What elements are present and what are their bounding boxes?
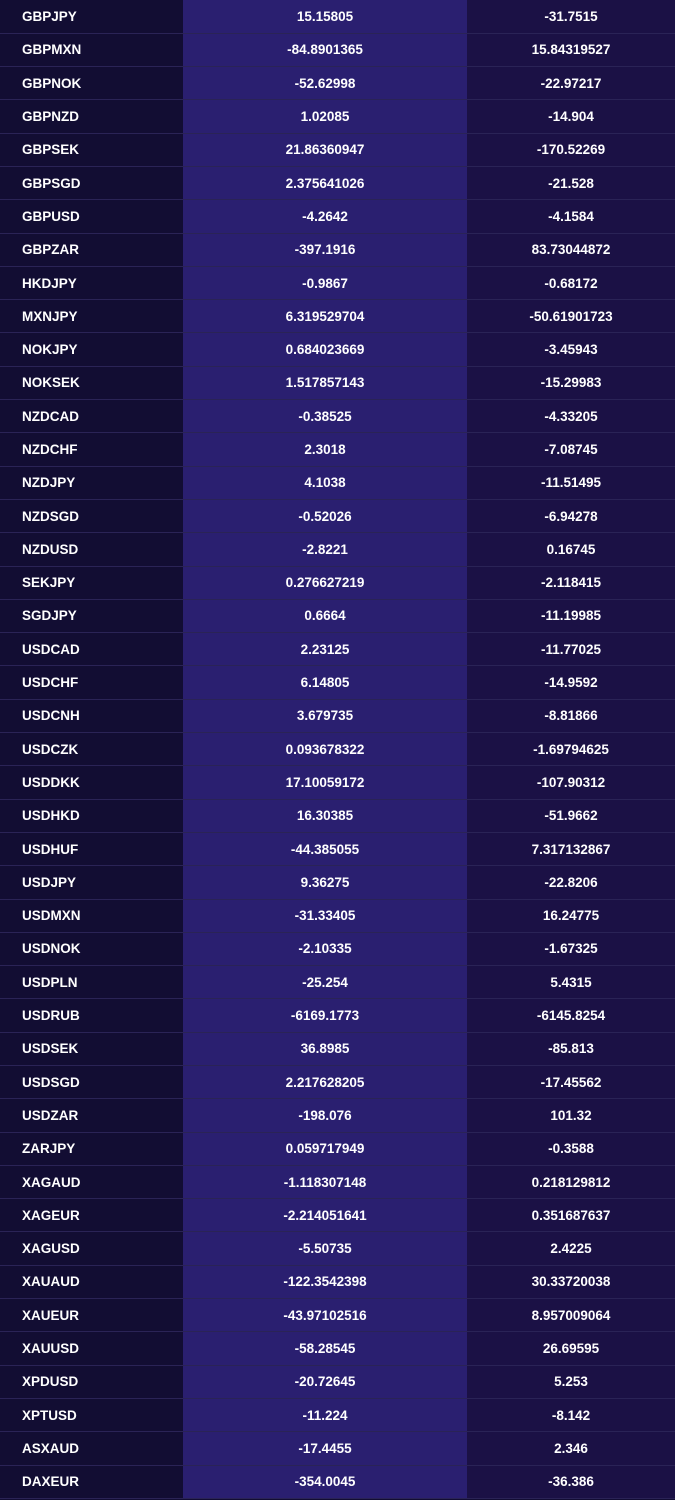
table-row[interactable] [0,1099,675,1132]
cell-symbol: XAGEUR [0,1199,183,1232]
table-row[interactable] [0,333,675,366]
cell-value-2: -1.67325 [467,932,675,965]
cell-value-1: -31.33405 [183,899,467,932]
cell-value-1: -6169.1773 [183,999,467,1032]
table-row[interactable] [0,1332,675,1365]
cell-value-1: -397.1916 [183,233,467,266]
cell-value-1: 6.319529704 [183,300,467,333]
table-row[interactable] [0,799,675,832]
table-row[interactable] [0,0,675,33]
cell-value-2: -36.386 [467,1465,675,1498]
cell-value-1: -43.97102516 [183,1299,467,1332]
cell-value-1: -354.0045 [183,1465,467,1498]
cell-symbol: USDMXN [0,899,183,932]
cell-value-1: -44.385055 [183,832,467,865]
cell-value-1: -84.8901365 [183,33,467,66]
cell-symbol: XAGAUD [0,1165,183,1198]
cell-symbol: NZDCHF [0,433,183,466]
table-row[interactable] [0,1465,675,1498]
table-row[interactable] [0,733,675,766]
cell-value-1: -0.38525 [183,400,467,433]
cell-value-1: 2.3018 [183,433,467,466]
cell-symbol: XPTUSD [0,1398,183,1431]
cell-value-2: -6145.8254 [467,999,675,1032]
table-row[interactable] [0,200,675,233]
cell-symbol: NOKJPY [0,333,183,366]
cell-value-1: -52.62998 [183,67,467,100]
cell-symbol: USDRUB [0,999,183,1032]
cell-value-1: 0.6664 [183,599,467,632]
table-row[interactable] [0,1066,675,1099]
cell-value-2: 0.16745 [467,533,675,566]
table-row[interactable] [0,633,675,666]
cell-value-2: -7.08745 [467,433,675,466]
table-row[interactable] [0,133,675,166]
cell-symbol: NOKSEK [0,366,183,399]
cell-symbol: USDPLN [0,966,183,999]
cell-value-2: -14.904 [467,100,675,133]
table-row[interactable] [0,300,675,333]
cell-value-1: 2.375641026 [183,166,467,199]
cell-value-1: 36.8985 [183,1032,467,1065]
cell-value-1: -20.72645 [183,1365,467,1398]
table-row[interactable] [0,866,675,899]
cell-value-2: -31.7515 [467,0,675,33]
cell-value-1: -58.28545 [183,1332,467,1365]
cell-value-2: 7.317132867 [467,832,675,865]
cell-value-1: 16.30385 [183,799,467,832]
cell-value-1: -0.52026 [183,499,467,532]
cell-value-1: -25.254 [183,966,467,999]
table-row[interactable] [0,599,675,632]
table-row[interactable] [0,1265,675,1298]
table-row[interactable] [0,433,675,466]
cell-symbol: USDCAD [0,633,183,666]
cell-value-2: -22.97217 [467,67,675,100]
cell-value-2: -170.52269 [467,133,675,166]
table-row[interactable] [0,932,675,965]
cell-value-2: 5.4315 [467,966,675,999]
cell-value-2: -22.8206 [467,866,675,899]
table-row[interactable] [0,1165,675,1198]
cell-value-1: -17.4455 [183,1432,467,1465]
cell-symbol: GBPMXN [0,33,183,66]
cell-value-2: 16.24775 [467,899,675,932]
cell-value-2: -0.3588 [467,1132,675,1165]
cell-value-2: -85.813 [467,1032,675,1065]
table-row[interactable] [0,1132,675,1165]
cell-symbol: XAUAUD [0,1265,183,1298]
cell-symbol: GBPNOK [0,67,183,100]
cell-value-2: -2.118415 [467,566,675,599]
table-row[interactable] [0,566,675,599]
cell-symbol: GBPUSD [0,200,183,233]
cell-value-1: -198.076 [183,1099,467,1132]
cell-value-1: -0.9867 [183,266,467,299]
table-row[interactable] [0,400,675,433]
table-row[interactable] [0,1398,675,1431]
cell-value-1: 4.1038 [183,466,467,499]
cell-value-1: -2.8221 [183,533,467,566]
cell-symbol: USDSGD [0,1066,183,1099]
cell-value-2: -11.19985 [467,599,675,632]
table-row[interactable] [0,67,675,100]
cell-value-1: 0.093678322 [183,733,467,766]
cell-value-2: -3.45943 [467,333,675,366]
cell-value-2: -51.9662 [467,799,675,832]
table-row[interactable] [0,1199,675,1232]
table-row[interactable] [0,233,675,266]
cell-value-1: 1.02085 [183,100,467,133]
cell-value-1: 17.10059172 [183,766,467,799]
cell-value-1: -1.118307148 [183,1165,467,1198]
cell-value-1: 3.679735 [183,699,467,732]
cell-value-2: -6.94278 [467,499,675,532]
cell-symbol: GBPSGD [0,166,183,199]
cell-value-2: -4.1584 [467,200,675,233]
cell-value-1: 2.23125 [183,633,467,666]
cell-value-1: 0.684023669 [183,333,467,366]
table-row[interactable] [0,1432,675,1465]
cell-symbol: XAUUSD [0,1332,183,1365]
cell-symbol: ASXAUD [0,1432,183,1465]
cell-value-2: 0.218129812 [467,1165,675,1198]
table-row[interactable] [0,466,675,499]
cell-value-1: 2.217628205 [183,1066,467,1099]
cell-value-2: 83.73044872 [467,233,675,266]
cell-symbol: NZDUSD [0,533,183,566]
cell-value-2: 2.4225 [467,1232,675,1265]
table-row[interactable] [0,766,675,799]
cell-value-2: -1.69794625 [467,733,675,766]
cell-value-2: -17.45562 [467,1066,675,1099]
cell-value-2: 5.253 [467,1365,675,1398]
cell-symbol: USDDKK [0,766,183,799]
cell-symbol: USDNOK [0,932,183,965]
cell-value-1: -122.3542398 [183,1265,467,1298]
table-row[interactable] [0,1032,675,1065]
cell-symbol: XPDUSD [0,1365,183,1398]
cell-value-2: -21.528 [467,166,675,199]
cell-value-1: 1.517857143 [183,366,467,399]
cell-value-1: 21.86360947 [183,133,467,166]
cell-value-1: 0.276627219 [183,566,467,599]
cell-value-1: 15.15805 [183,0,467,33]
cell-value-1: 6.14805 [183,666,467,699]
cell-value-2: -0.68172 [467,266,675,299]
cell-symbol: GBPZAR [0,233,183,266]
cell-value-2: -4.33205 [467,400,675,433]
cell-value-1: -11.224 [183,1398,467,1431]
cell-value-2: 26.69595 [467,1332,675,1365]
cell-symbol: GBPSEK [0,133,183,166]
cell-value-1: -4.2642 [183,200,467,233]
cell-symbol: MXNJPY [0,300,183,333]
table-row[interactable] [0,832,675,865]
cell-symbol: NZDSGD [0,499,183,532]
cell-symbol: USDCNH [0,699,183,732]
cell-symbol: USDHKD [0,799,183,832]
table-row[interactable] [0,499,675,532]
cell-value-2: -14.9592 [467,666,675,699]
cell-value-2: -8.81866 [467,699,675,732]
cell-value-2: 30.33720038 [467,1265,675,1298]
cell-value-2: 101.32 [467,1099,675,1132]
cell-symbol: SEKJPY [0,566,183,599]
cell-symbol: NZDCAD [0,400,183,433]
cell-symbol: USDZAR [0,1099,183,1132]
table-row[interactable] [0,999,675,1032]
table-row[interactable] [0,1232,675,1265]
cell-symbol: ZARJPY [0,1132,183,1165]
cell-value-2: -107.90312 [467,766,675,799]
cell-value-1: -5.50735 [183,1232,467,1265]
table-row[interactable] [0,1299,675,1332]
table-row[interactable] [0,266,675,299]
cell-symbol: DAXEUR [0,1465,183,1498]
cell-symbol: NZDJPY [0,466,183,499]
cell-symbol: SGDJPY [0,599,183,632]
table-row[interactable] [0,166,675,199]
cell-value-2: -11.77025 [467,633,675,666]
table-row[interactable] [0,33,675,66]
table-row[interactable] [0,899,675,932]
cell-symbol: USDCZK [0,733,183,766]
cell-symbol: USDSEK [0,1032,183,1065]
cell-value-2: -11.51495 [467,466,675,499]
cell-value-2: 2.346 [467,1432,675,1465]
cell-symbol: USDJPY [0,866,183,899]
table-row[interactable] [0,533,675,566]
table-row[interactable] [0,699,675,732]
cell-value-2: 15.84319527 [467,33,675,66]
cell-value-1: 0.059717949 [183,1132,467,1165]
cell-symbol: XAGUSD [0,1232,183,1265]
cell-symbol: XAUEUR [0,1299,183,1332]
cell-value-2: 0.351687637 [467,1199,675,1232]
cell-value-1: 9.36275 [183,866,467,899]
table-row[interactable] [0,666,675,699]
cell-value-2: 8.957009064 [467,1299,675,1332]
cell-value-1: -2.214051641 [183,1199,467,1232]
cell-value-2: -50.61901723 [467,300,675,333]
cell-symbol: USDCHF [0,666,183,699]
table-row[interactable] [0,366,675,399]
cell-symbol: GBPJPY [0,0,183,33]
table-row[interactable] [0,100,675,133]
cell-symbol: USDHUF [0,832,183,865]
cell-symbol: HKDJPY [0,266,183,299]
table-row[interactable] [0,1365,675,1398]
cell-value-1: -2.10335 [183,932,467,965]
cell-symbol: GBPNZD [0,100,183,133]
table-row[interactable] [0,966,675,999]
cell-value-2: -15.29983 [467,366,675,399]
cell-value-2: -8.142 [467,1398,675,1431]
